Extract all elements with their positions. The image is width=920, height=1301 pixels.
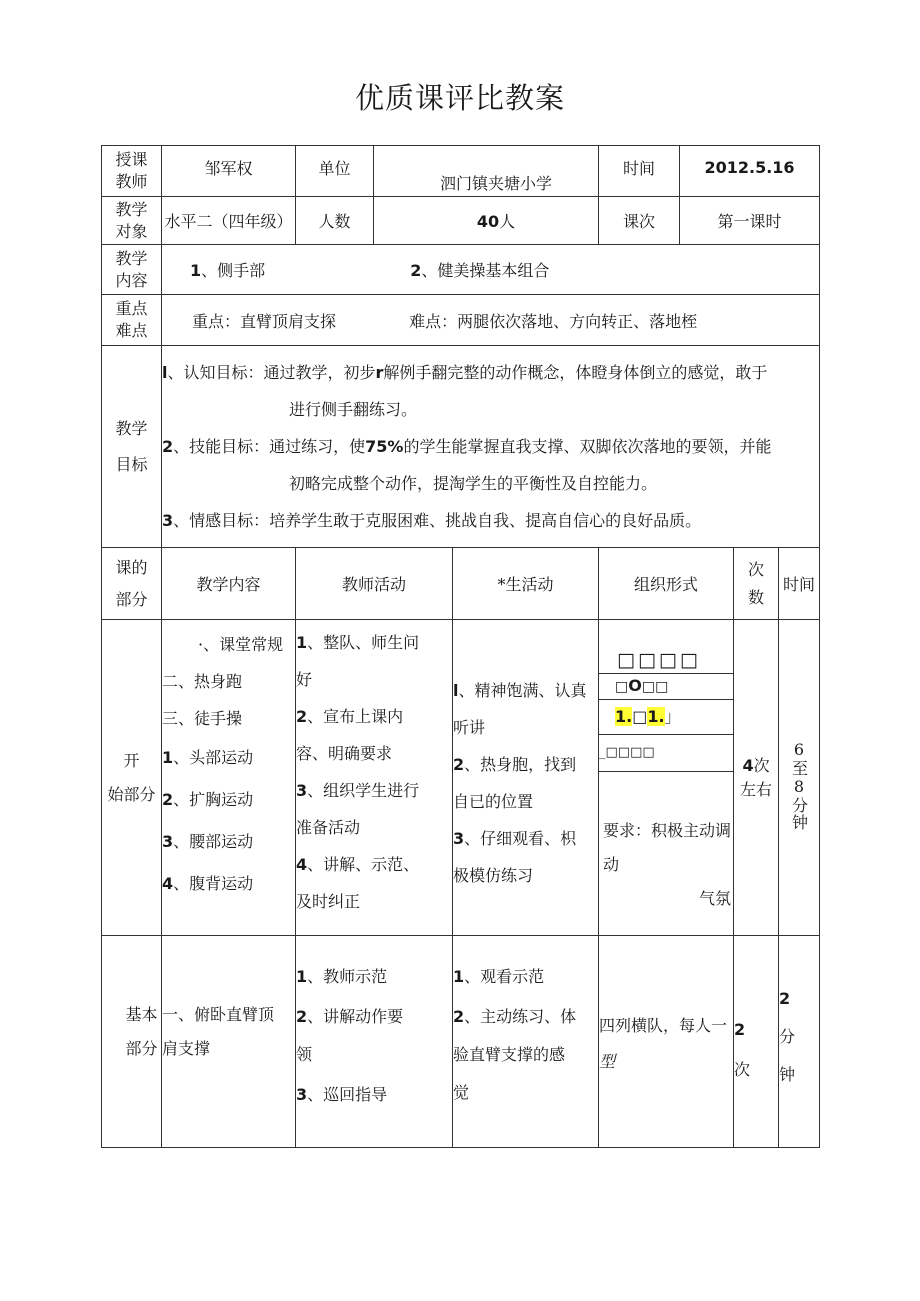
header-row (102, 548, 820, 620)
key-items (162, 295, 820, 346)
start-student-3-text: 、仔细观看、枳 (464, 829, 577, 848)
org-formation-row-2 (599, 674, 733, 700)
start-content-5 (162, 779, 295, 821)
org-row2-a: □ (615, 679, 629, 695)
target-label: 教学 对象 (102, 197, 162, 245)
start-times-num: 4 (742, 755, 754, 775)
start-content-1: ·、课堂常规 (198, 635, 284, 654)
basic-student (453, 936, 599, 1148)
basic-org-2: 型 (599, 1052, 616, 1071)
objective-2-a: 、技能目标：通过练习，使 (173, 437, 366, 456)
basic-student-2-num: 2 (453, 1007, 465, 1026)
header-teacher: 教师活动 (296, 548, 453, 620)
org-row3-a: 1. (615, 707, 633, 726)
time-label: 时间 (599, 146, 680, 197)
basic-teacher-2b: 领 (296, 1045, 313, 1064)
start-student-1b: 听讲 (453, 718, 486, 737)
org-row2-teacher: O (628, 676, 642, 695)
basic-teacher-1 (296, 956, 452, 998)
start-student-2b: 自已的位置 (453, 792, 534, 811)
objective-1-b: 解例手翻完整的动作概念，体瞪身体倒立的感觉，敢于 (383, 363, 768, 382)
start-part-row (102, 620, 820, 936)
start-student-3-num: 3 (453, 829, 465, 848)
basic-org-1: 四列横队，每人一 (599, 1016, 728, 1035)
start-teacher-1-text: 、整队、师生问 (307, 633, 420, 652)
start-teacher-4 (296, 846, 452, 883)
basic-student-1-num: 1 (453, 967, 465, 986)
content-item-2-num: 2 (410, 261, 422, 280)
basic-time-unit2: 钟 (779, 1065, 796, 1084)
basic-student-2-text: 、主动练习、体 (464, 1007, 577, 1026)
start-content-7 (162, 863, 295, 905)
start-content-3: 三、徒手操 (162, 709, 243, 728)
start-time (779, 620, 820, 936)
unit-value: 泗门镇夹塘小学 (374, 146, 599, 197)
info-row-target (102, 197, 820, 245)
basic-student-2b: 验直臂支撑的感 (453, 1045, 566, 1064)
target-value: 水平二（四年级） (162, 197, 296, 245)
start-content-4-text: 、头部运动 (173, 748, 254, 767)
key-point: 重点：直臂顶肩支探 (192, 311, 337, 331)
content-item-2 (270, 261, 549, 280)
key-label: 重点 难点 (102, 295, 162, 346)
start-teacher-3-num: 3 (296, 781, 308, 800)
basic-teacher (296, 936, 453, 1148)
basic-times-num: 2 (734, 1020, 746, 1039)
objective-1-cont: 进行侧手翻练习。 (289, 400, 418, 419)
start-content-6-text: 、腰部运动 (173, 832, 254, 851)
start-teacher-1 (296, 624, 452, 661)
start-times (734, 620, 779, 936)
start-org-requirement (599, 798, 733, 916)
start-student-1-num: l (453, 681, 459, 700)
start-org (599, 620, 734, 936)
start-part-label: 开 始部分 (102, 620, 162, 936)
student-count (374, 197, 599, 245)
start-times-unit: 次 (753, 755, 770, 775)
basic-time (779, 936, 820, 1148)
basic-teacher-2-text: 、讲解动作要 (307, 1007, 404, 1026)
org-formation-row-1: □□□□ (599, 648, 733, 674)
header-part: 课的 部分 (102, 548, 162, 620)
basic-teacher-3 (296, 1074, 452, 1116)
objective-1-num: l (162, 363, 168, 382)
start-student-3b: 极模仿练习 (453, 866, 534, 885)
start-content-4-num: 1 (162, 748, 174, 767)
objective-3-num: 3 (162, 511, 174, 530)
objective-2 (162, 428, 815, 465)
basic-org (599, 936, 734, 1148)
start-teacher-3 (296, 772, 452, 809)
basic-content: 一、俯卧直臂顶 肩支撑 (162, 936, 296, 1148)
start-student-2 (453, 746, 598, 783)
unit-label: 单位 (296, 146, 374, 197)
org-row3-b: □ (632, 707, 648, 726)
header-times: 次 数 (734, 548, 779, 620)
lesson-label: 课次 (599, 197, 680, 245)
start-time-value: 6至8分钟 (789, 740, 809, 831)
objective-3 (162, 502, 815, 539)
lesson-value: 第一课时 (680, 197, 820, 245)
start-content-6 (162, 821, 295, 863)
start-content-6-num: 3 (162, 832, 174, 851)
basic-teacher-3-num: 3 (296, 1085, 308, 1104)
start-teacher-2b: 容、明确要求 (296, 744, 393, 763)
page-title: 优质课评比教案 (354, 81, 565, 115)
objective-1 (162, 354, 815, 391)
lesson-plan-table (101, 145, 820, 1148)
objectives-row (102, 346, 820, 548)
content-row (102, 245, 820, 295)
content-item-2-text: 、健美操基本组合 (421, 261, 550, 280)
start-teacher-2 (296, 698, 452, 735)
start-student-1-text: 、精神饱满、认真 (458, 681, 587, 700)
content-item-1 (162, 261, 265, 280)
objectives-label: 教学 目标 (102, 346, 162, 548)
start-content-5-num: 2 (162, 790, 174, 809)
basic-teacher-3-text: 、巡回指导 (307, 1085, 388, 1104)
start-org-diagram (599, 620, 733, 798)
objective-1-r: r (375, 363, 384, 382)
count-label: 人数 (296, 197, 374, 245)
basic-time-unit1: 分 (779, 1027, 796, 1046)
start-teacher-4b: 及时纠正 (296, 892, 361, 911)
start-student (453, 620, 599, 936)
basic-times-unit: 次 (734, 1060, 751, 1079)
basic-student-2c: 觉 (453, 1083, 470, 1102)
header-content: 教学内容 (162, 548, 296, 620)
info-row-teacher (102, 146, 820, 197)
start-teacher (296, 620, 453, 936)
org-requirement-1: 要求：积极主动调动 (603, 821, 732, 874)
org-row3-c: 1. (647, 707, 665, 726)
start-content-2: 二、热身跑 (162, 672, 243, 691)
student-count-unit: 人 (499, 212, 516, 231)
teacher-name: 邹军权 (162, 146, 296, 197)
start-student-3 (453, 820, 598, 857)
header-time: 时间 (779, 548, 820, 620)
start-teacher-4-num: 4 (296, 855, 308, 874)
basic-part-row (102, 936, 820, 1148)
basic-teacher-1-num: 1 (296, 967, 308, 986)
content-items (162, 245, 820, 295)
lesson-date: 2012.5.16 (680, 146, 820, 197)
start-student-1 (453, 672, 598, 709)
basic-time-num: 2 (779, 989, 791, 1008)
org-row2-c: □□ (641, 679, 669, 695)
start-student-2-text: 、热身胞，找到 (464, 755, 577, 774)
basic-teacher-2-num: 2 (296, 1007, 308, 1026)
start-content-5-text: 、扩胸运动 (173, 790, 254, 809)
start-content-7-num: 4 (162, 874, 174, 893)
start-teacher-3b: 准备活动 (296, 818, 361, 837)
key-row (102, 295, 820, 346)
basic-teacher-1-text: 、教师示范 (307, 967, 388, 986)
start-student-2-num: 2 (453, 755, 465, 774)
start-teacher-2-text: 、宣布上课内 (307, 707, 404, 726)
start-content (162, 620, 296, 936)
objective-1-a: 、认知目标：通过教学，初步 (167, 363, 376, 382)
objective-3-text: 、情感目标：培养学生敢于克服困难、挑战自我、提高自信心的良好品质。 (173, 511, 702, 530)
objective-2-num: 2 (162, 437, 174, 456)
basic-student-1-text: 、观看示范 (464, 967, 545, 986)
start-content-4 (162, 737, 295, 779)
basic-times (734, 936, 779, 1148)
start-times-value (734, 754, 778, 778)
header-student: *生活动 (453, 548, 599, 620)
start-teacher-4-text: 、讲解、示范、 (307, 855, 420, 874)
objectives-body (162, 346, 820, 548)
start-teacher-2-num: 2 (296, 707, 308, 726)
teacher-label: 授课 教师 (102, 146, 162, 197)
org-formation-row-4: _□□□□ (599, 735, 733, 772)
header-org: 组织形式 (599, 548, 734, 620)
org-requirement-2: 气氛 (699, 889, 732, 908)
org-row3-d: 」 (664, 707, 681, 726)
basic-student-1 (453, 956, 598, 998)
start-teacher-1b: 好 (296, 670, 313, 689)
basic-student-2 (453, 998, 598, 1036)
basic-teacher-2 (296, 998, 452, 1036)
content-label: 教学 内容 (102, 245, 162, 295)
start-teacher-3-text: 、组织学生进行 (307, 781, 420, 800)
org-formation-row-3 (599, 700, 733, 735)
objective-2-b: 的学生能掌握直我支撑、双脚依次落地的要领，并能 (403, 437, 772, 456)
objective-2-cont: 初略完成整个动作，提淘学生的平衡性及自控能力。 (289, 474, 658, 493)
content-item-1-num: 1 (190, 261, 202, 280)
content-item-1-text: 、侧手部 (201, 261, 266, 280)
start-times-suffix: 左右 (740, 779, 773, 799)
objective-2-pct: 75% (365, 437, 404, 456)
start-content-7-text: 、腹背运动 (173, 874, 254, 893)
basic-part-label: 基本 部分 (102, 936, 162, 1148)
student-count-number: 40 (476, 212, 500, 231)
start-teacher-1-num: 1 (296, 633, 308, 652)
difficulty-point: 难点：两腿依次落地、方向转正、落地桎 (409, 311, 698, 331)
